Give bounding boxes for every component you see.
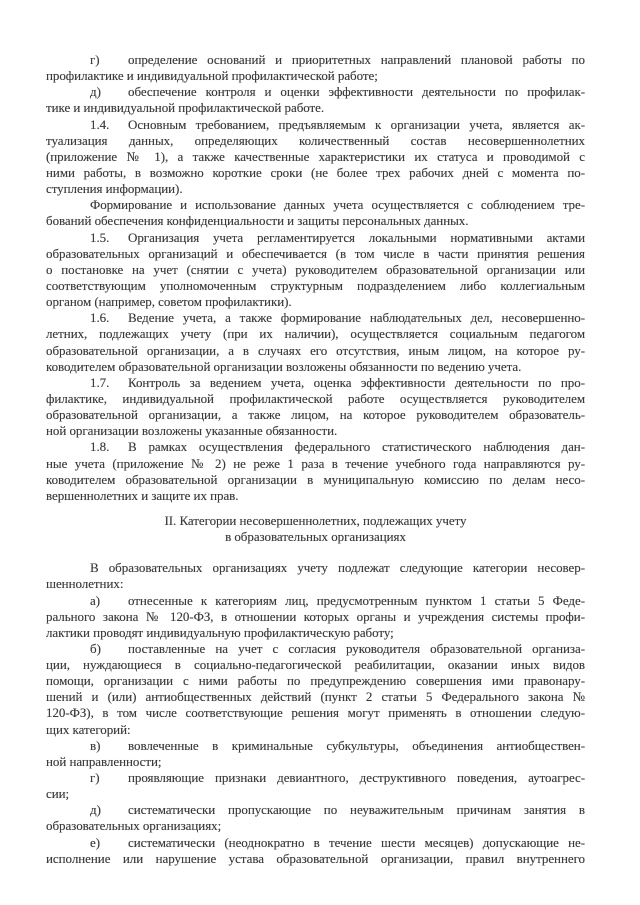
text-line: Формирование и использование данных учета осуществляется с соблюдением тре- <box>90 197 585 213</box>
text-line: ной направленности; <box>46 753 162 769</box>
text-line: щих категорий: <box>46 721 131 737</box>
item-label: г) <box>90 770 100 786</box>
item-label: а) <box>90 592 100 608</box>
text-line: 120-ФЗ), в том числе соответствующие решения могут применять в отношении следую- <box>46 705 585 721</box>
text-line <box>46 52 585 68</box>
text-line: (приложение № 1), а также качественные характеристики их статуса и проводимой с <box>46 148 585 164</box>
item-label: 1.7. <box>90 374 110 390</box>
section-heading-line-1: II. Категории несовершеннолетних, подлежащих учету <box>164 512 467 528</box>
text-line: образовательных организаций и обеспечивается (в том числе в части принятия решения <box>46 245 585 261</box>
text-line <box>46 770 585 786</box>
text-line: помощи, организации с ними работы по предупреждению совершения ими правонару- <box>46 673 585 689</box>
text-line: сии; <box>46 786 70 802</box>
text-line <box>46 310 585 326</box>
text-line: профилактике и индивидуальной профилактической работе; <box>46 68 378 84</box>
text-line: ции, нуждающиеся в социально-педагогической реабилитации, оказании иных видов <box>46 657 585 673</box>
text-line: вершеннолетних и защите их прав. <box>46 487 239 503</box>
item-label: 1.8. <box>90 439 110 455</box>
text-line: соответствующим уполномоченным структурным подразделением либо коллегиальным <box>46 277 585 293</box>
text-line: ководителем образовательной организации возложены обязанности по ведению учета. <box>46 358 522 374</box>
line-text: проявляющие признаки девиантного, деструктивного поведения, аутоагрес- <box>128 770 585 786</box>
text-line <box>46 375 585 391</box>
text-line: туализация данных, определяющих количественный состав несовершеннолетних <box>46 132 585 148</box>
line-text: В рамках осуществления федерального статистического наблюдения дан- <box>128 439 585 455</box>
text-line: образовательной организации, а также лицом, на которое руководителем образователь- <box>46 407 585 423</box>
text-line: ные учета (приложение № 2) не реже 1 раза в течение учебного года направляются ру- <box>46 455 585 471</box>
line-text: поставленные на учет с согласия руководителя образовательной организа- <box>128 640 585 656</box>
item-label: 1.5. <box>90 229 110 245</box>
text-line: тике и индивидуальной профилактической работе. <box>46 100 325 116</box>
text-line: ступления информации). <box>46 181 183 197</box>
text-line: исполнение или нарушение устава образовательной организации, правил внутреннего <box>46 850 585 866</box>
line-text: обеспечение контроля и оценки эффективности деятельности по профилак- <box>128 84 585 100</box>
section-heading-line-2: в образовательных организациях <box>225 529 406 545</box>
text-line <box>46 738 585 754</box>
text-line <box>46 230 585 246</box>
text-line <box>46 593 585 609</box>
section-categories <box>46 560 585 867</box>
item-label: д) <box>90 84 101 100</box>
text-line: рального закона № 120-ФЗ, в отношении которых органы и учреждения системы профи- <box>46 608 585 624</box>
text-line <box>46 835 585 851</box>
text-line: лактики проводят индивидуальную профилактическую работу; <box>46 624 394 640</box>
item-label: 1.6. <box>90 310 110 326</box>
text-line: образовательной организации, а в случаях его отсутствия, иным лицом, на которое ру- <box>46 342 585 358</box>
text-line <box>46 84 585 100</box>
text-line <box>46 117 585 133</box>
text-line: о постановке на учет (снятии с учета) руководителем образовательной организации или <box>46 261 585 277</box>
text-line: ной организации возложены указанные обязанности. <box>46 423 338 439</box>
text-line <box>46 641 585 657</box>
text-line: органом (например, советом профилактики). <box>46 294 292 310</box>
line-text: Основным требованием, предъявляемым к организации учета, является ак- <box>128 116 585 132</box>
section-general-provisions <box>46 52 585 504</box>
text-line: бований обеспечения конфиденциальности и защиты персональных данных. <box>46 213 469 229</box>
text-line: ними работы, в возможно короткие сроки (не более трех рабочих дней с момента по- <box>46 164 585 180</box>
item-label: 1.4. <box>90 116 110 132</box>
text-line: образовательных организациях; <box>46 818 222 834</box>
line-text: вовлеченные в криминальные субкультуры, объединения антиобществен- <box>128 737 585 753</box>
text-line: шеннолетних: <box>46 576 124 592</box>
line-text: Организация учета регламентируется локальными нормативными актами <box>128 229 585 245</box>
text-line <box>46 802 585 818</box>
item-label: д) <box>90 802 101 818</box>
line-text: Ведение учета, а также формирование наблюдательных дел, несовершенно- <box>128 310 585 326</box>
line-text: определение оснований и приоритетных направлений плановой работы по <box>128 52 585 67</box>
line-text: отнесенные к категориям лиц, предусмотренным пунктом 1 статьи 5 Феде- <box>128 592 585 608</box>
text-line: ководителем образовательной организации в муниципальную комиссию по делам несо- <box>46 471 585 487</box>
text-line: летних, подлежащих учету (при их наличии), осуществляется социальным педагогом <box>46 326 585 342</box>
line-text: систематически (неоднократно в течение шести месяцев) допускающие не- <box>128 834 585 850</box>
text-line: шений и (или) антиобщественных действий (пункт 2 статьи 5 Федерального закона № <box>46 689 585 705</box>
line-text: Контроль за ведением учета, оценка эффективности деятельности по про- <box>128 374 585 390</box>
item-label: е) <box>90 834 100 850</box>
item-label: б) <box>90 640 101 656</box>
document-body <box>46 52 585 867</box>
text-line <box>46 439 585 455</box>
line-text: систематически пропускающие по неуважительным причинам занятия в <box>128 802 585 818</box>
item-label: в) <box>90 737 101 753</box>
text-line: филактике, индивидуальной профилактической работе осуществляется руководителем <box>46 390 585 406</box>
section-heading <box>46 513 585 545</box>
text-line: В образовательных организациях учету подлежат следующие категории несовер- <box>90 560 585 576</box>
item-label: г) <box>90 52 100 67</box>
